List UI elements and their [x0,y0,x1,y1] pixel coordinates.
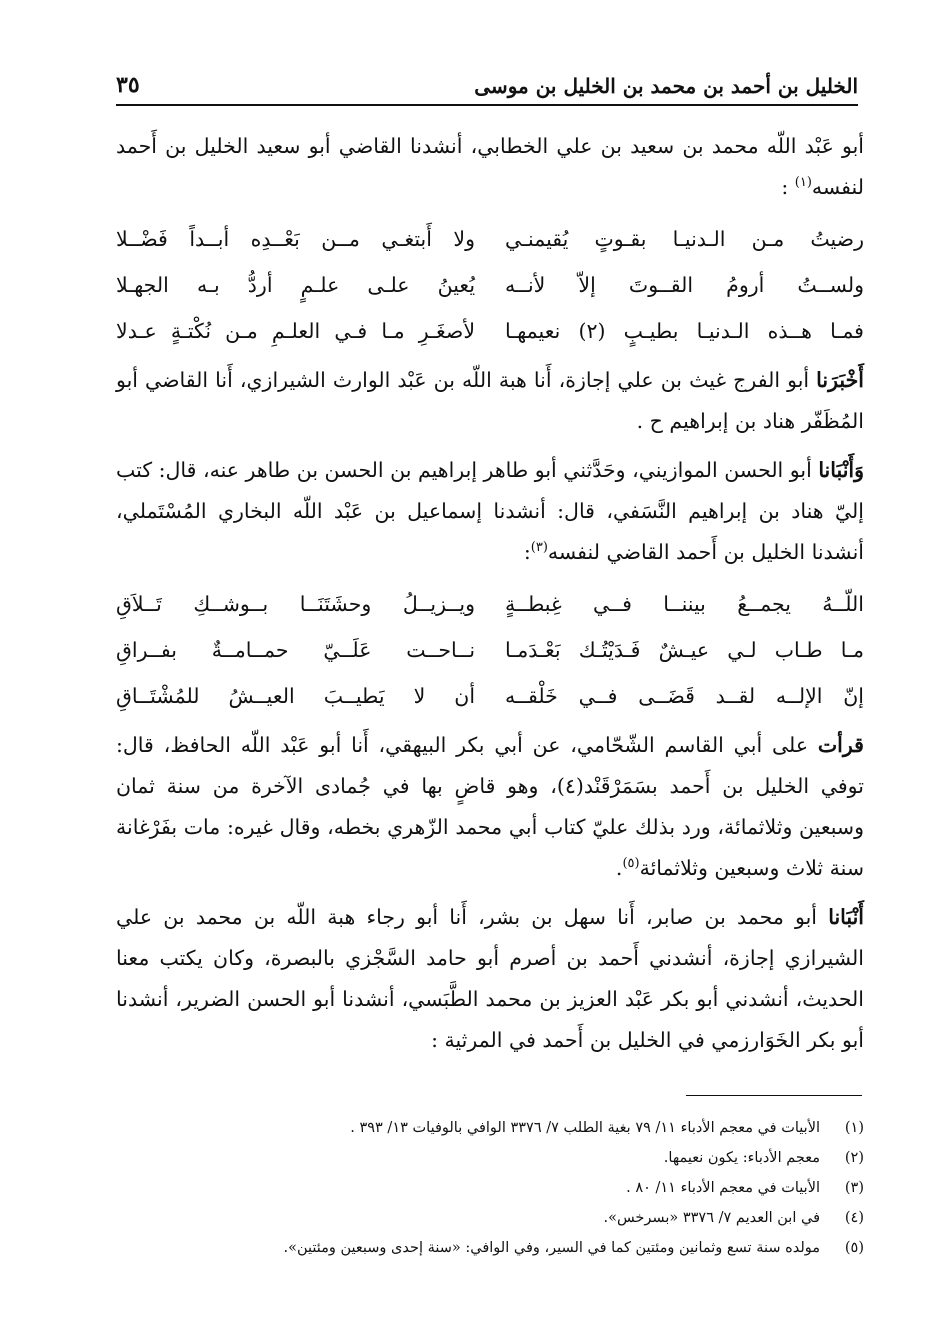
paragraph-lead: أَخْبَرَنا [816,368,864,392]
paragraph [116,450,864,573]
verse [116,262,864,308]
verse-second-hemistich: لأصغَـرِ مـا فـي العلـمِ مـن نُكْتـةٍ عـدلا [116,319,476,343]
paragraph [116,897,864,1061]
verse-second-hemistich: ولا أَبتغـي مــن بَعْــدِه أبــداً فَضْــلا [116,227,476,251]
paragraph-tail: : [523,540,531,564]
footnote-number: (٤) [844,1210,864,1226]
footnote-number: (٢) [844,1150,864,1166]
footnote-text: في ابن العديم ٧/ ٣٣٧٦ «بسرخس». [603,1210,820,1226]
paragraph-text: أبو الحسن الموازيني، وحَدَّثني أبو طاهر إبراهيم بن الحسن بن طاهر عنه، قال: كتب إليّ هناد بن إبراهيم النَّسَفي، قال: أنشدنا إسماعيل بن عَبْد اللّه البخاري المُسْتَملي، أنشدنا الخليل بن أَحمد القاضي لنفسه [116,458,864,564]
footnote-number: (٥) [844,1240,864,1256]
verse-second-hemistich: يُعينُ علـى علـمٍ أردُّ بـه الجهـلا [116,273,476,297]
poem [116,581,864,719]
page-number: ٣٥ [116,72,140,98]
footnote-text: الأبيات في معجم الأدباء ١١/ ٧٩ بغية الطلب ٧/ ٣٣٧٦ الوافي بالوفيات ١٣/ ٣٩٣ . [350,1120,820,1136]
footnote [116,1203,864,1233]
footnote [116,1173,864,1203]
verse [116,308,864,354]
footnote [116,1233,864,1263]
main-text [116,126,864,1069]
header-rule [116,104,858,106]
footnote-ref: (١) [794,175,812,191]
verse-second-hemistich: أن لا يَطيــبَ العيــشُ للمُشْتَــاقِ [116,684,476,708]
verse-first-hemistich: رضيتُ مـن الـدنيـا بقـوتٍ يُقيمنـي [504,227,864,251]
footnote-ref: (٥) [622,856,640,872]
footnote-text: مولده سنة تسع وثمانين ومئتين كما في السير، وفي الوافي: «سنة إحدى وسبعين ومئتين». [283,1240,820,1256]
running-head [116,64,858,98]
paragraph-text: أبو محمد بن صابر، أَنا سهل بن بشر، أَنا أبو رجاء هبة اللّه بن محمد بن علي الشيرازي إجازة، أنشدني أَحمد بن أصرم أبو حامد السَّجْزي بالبصرة، وكان يكتب معنا الحديث، أنشدني أبو بكر عَبْد العزيز بن محمد الطَّبَسي، أنشدنا أبو الحسن الضرير، أنشدنا أبو بكر الخَوَارزمي في الخليل بن أَحمد في المرثية : [116,905,864,1052]
paragraph-text: أبو الفرج غيث بن علي إجازة، أَنا هبة اللّه بن عَبْد الوارث الشيرازي، أَنا القاضي أبو المُظَفّر هناد بن إبراهيم ح . [116,368,864,433]
footnote-ref: (٣) [530,540,548,556]
footnote-text: الأبيات في معجم الأدباء ١١/ ٨٠ . [626,1180,820,1196]
paragraph-text: أبو عَبْد اللّه محمد بن سعيد بن علي الخطابي، أنشدنا القاضي أبو سعيد الخليل بن أَحمد لنفسه [116,134,864,199]
paragraph-lead: قرأت [817,733,864,757]
verse-first-hemistich: ولســتُ أرومُ القــوتَ إلاّ لأنــه [504,273,864,297]
paragraph [116,725,864,889]
paragraph-lead: وَأَنْبَانا [818,458,864,482]
footnote [116,1113,864,1143]
verse-first-hemistich: مـا طـاب لـي عيـشٌ فَـدَيْتُـك بَعْـدَمـا [504,638,864,662]
verse [116,581,864,627]
footnotes [116,1113,864,1263]
poem [116,216,864,354]
footnote-text: معجم الأدباء: يكون نعيمها. [663,1150,820,1166]
footnote [116,1143,864,1173]
paragraph [116,126,864,208]
footnote-rule [686,1095,862,1096]
paragraph-tail: : [781,175,789,199]
paragraph-text: على أبي القاسم الشّحّامي، عن أبي بكر البيهقي، أَنا أبو عَبْد اللّه الحافظ، قال: توفي الخليل بن أَحمد بسَمَرْقَنْد(٤)، وهو قاضٍ بها في جُمادى الآخرة من سنة ثمان وسبعين وثلاثمائة، ورد بذلك عليّ كتاب أبي محمد الزّهري بخطه، وقال غيره: مات بفَرْغانة سنة ثلاث وسبعين وثلاثمائة [116,733,864,880]
footnote-number: (٣) [844,1180,864,1196]
running-title: الخليل بن أحمد بن محمد بن الخليل بن موسى [474,74,858,98]
verse [116,673,864,719]
verse [116,216,864,262]
footnote-number: (١) [844,1120,864,1136]
verse [116,627,864,673]
verse-first-hemistich: إنّ الإلــه لقــد قَضَــى فــي خَلْقــه [504,684,864,708]
verse-first-hemistich: فمـا هــذه الـدنيـا بطيـبٍ (٢) نعيمهـا [504,319,864,343]
verse-first-hemistich: اللّــهُ يجمــعُ بيننــا فــي غِبطــةٍ [504,592,864,616]
paragraph-lead: أَنْبَانا [828,905,864,929]
paragraph-tail: . [615,856,623,880]
paragraph [116,360,864,442]
verse-second-hemistich: نــاحــت عَلَــيّ حمــامــةٌ بفــراقِ [116,638,476,662]
verse-second-hemistich: ويــزيــلُ وحشَتَنَــا بــوشــكِ تَــلاَقِ [116,592,476,616]
